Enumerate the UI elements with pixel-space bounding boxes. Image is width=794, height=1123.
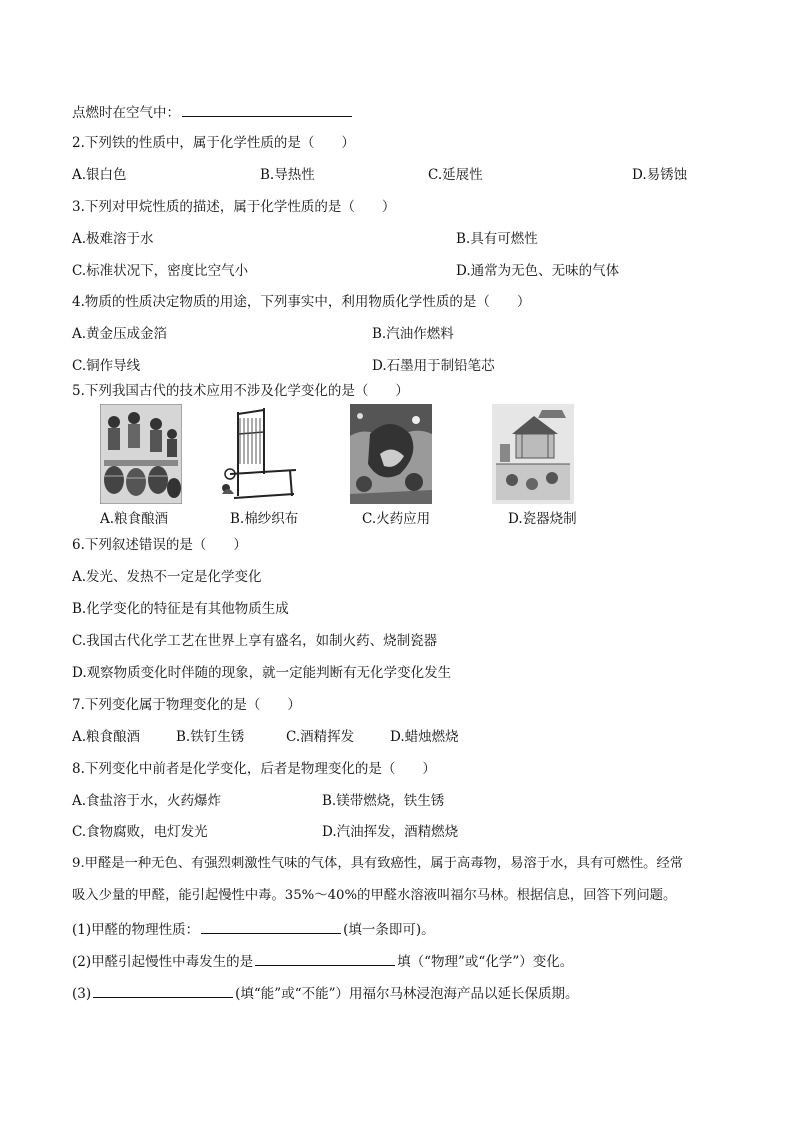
q5-option-c[interactable]: C.火药应用 [362,511,431,527]
q7-option-d[interactable]: D.蜡烛燃烧 [390,729,459,745]
q4-option-b[interactable]: B.汽油作燃料 [372,326,454,342]
answer-blank[interactable] [182,102,352,117]
loom-illustration-icon [220,404,300,504]
q9-sub2-blank[interactable] [255,951,395,966]
intro-text: 点燃时在空气中： [72,105,180,121]
q2-option-d[interactable]: D.易锈蚀 [632,167,688,183]
q6-option-d[interactable]: D.观察物质变化时伴随的现象，就一定能判断有无化学变化发生 [72,665,452,681]
q7-option-a[interactable]: A.粮食酿酒 [72,729,141,745]
q9-sub1-suffix: (填一条即可)。 [343,922,435,938]
q8-option-d[interactable]: D.汽油挥发，酒精燃烧 [322,824,459,840]
q7-option-b[interactable]: B.铁钉生锈 [176,729,245,745]
q9-sub1 [72,919,435,939]
q6-option-a[interactable]: A.发光、发热不一定是化学变化 [72,569,262,585]
q9-sub1-prefix: (1)甲醛的物理性质： [72,922,200,938]
q9-stem-line1: 9.甲醛是一种无色、有强烈刺激性气味的气体，具有致癌性，属于高毒物，易溶于水，具有可燃性。经常 [72,856,684,871]
q8-stem: 8.下列变化中前者是化学变化，后者是物理变化的是（ ） [72,761,436,777]
q8-option-b[interactable]: B.镁带燃烧，铁生锈 [322,793,445,809]
gunpowder-illustration-icon [350,404,432,504]
q9-sub2-suffix: 填（“物理”或“化学”）变化。 [397,954,574,970]
q2-option-b[interactable]: B.导热性 [260,167,315,183]
q6-option-c[interactable]: C.我国古代化学工艺在世界上享有盛名，如制火药、烧制瓷器 [72,633,438,649]
q9-sub3-blank[interactable] [93,983,233,998]
q4-option-c[interactable]: C.铜作导线 [72,358,141,374]
q9-sub3-suffix: (填“能”或“不能”）用福尔马林浸泡海产品以延长保质期。 [235,986,579,1002]
q5-option-d[interactable]: D.瓷器烧制 [508,511,577,527]
q9-sub1-blank[interactable] [201,919,341,934]
q6-option-b[interactable]: B.化学变化的特征是有其他物质生成 [72,601,289,617]
q9-stem-line2: 吸入少量的甲醛，能引起慢性中毒。35%～40%的甲醛水溶液叫福尔马林。根据信息，回答下列问题。 [72,888,677,903]
q5-image-a[interactable] [100,404,182,504]
q9-sub3-prefix: (3) [72,986,92,1002]
q7-option-c[interactable]: C.酒精挥发 [286,729,355,745]
q5-image-c[interactable] [350,404,432,504]
q9-sub3 [72,983,579,1003]
q8-option-a[interactable]: A.食盐溶于水，火药爆炸 [72,793,222,809]
q3-option-c[interactable]: C.标准状况下，密度比空气小 [72,263,249,279]
intro-line [72,102,354,122]
q5-stem: 5.下列我国古代的技术应用不涉及化学变化的是（ ） [72,383,409,399]
q5-image-d[interactable] [492,404,574,504]
q3-option-a[interactable]: A.极难溶于水 [72,231,154,247]
q6-stem: 6.下列叙述错误的是（ ） [72,537,247,553]
q2-stem: 2.下列铁的性质中，属于化学性质的是（ ） [72,135,355,151]
q8-option-c[interactable]: C.食物腐败，电灯发光 [72,824,208,840]
q2-option-c[interactable]: C.延展性 [428,167,483,183]
q2-option-a[interactable]: A.银白色 [72,167,127,183]
brewing-illustration-icon [100,404,182,504]
porcelain-kiln-illustration-icon [492,404,574,504]
q5-image-b[interactable] [220,404,300,504]
q5-option-b[interactable]: B.棉纱织布 [230,511,299,527]
q9-sub2-prefix: (2)甲醛引起慢性中毒发生的是 [72,954,254,970]
q4-stem: 4.物质的性质决定物质的用途，下列事实中，利用物质化学性质的是（ ） [72,294,531,310]
q4-option-a[interactable]: A.黄金压成金箔 [72,326,168,342]
q5-option-a[interactable]: A.粮食酿酒 [100,511,169,527]
q3-option-b[interactable]: B.具有可燃性 [456,231,538,247]
q9-sub2 [72,951,573,971]
q7-stem: 7.下列变化属于物理变化的是（ ） [72,697,301,713]
q3-stem: 3.下列对甲烷性质的描述，属于化学性质的是（ ） [72,199,396,215]
q3-option-d[interactable]: D.通常为无色、无味的气体 [456,263,620,279]
q4-option-d[interactable]: D.石墨用于制铅笔芯 [372,358,495,374]
